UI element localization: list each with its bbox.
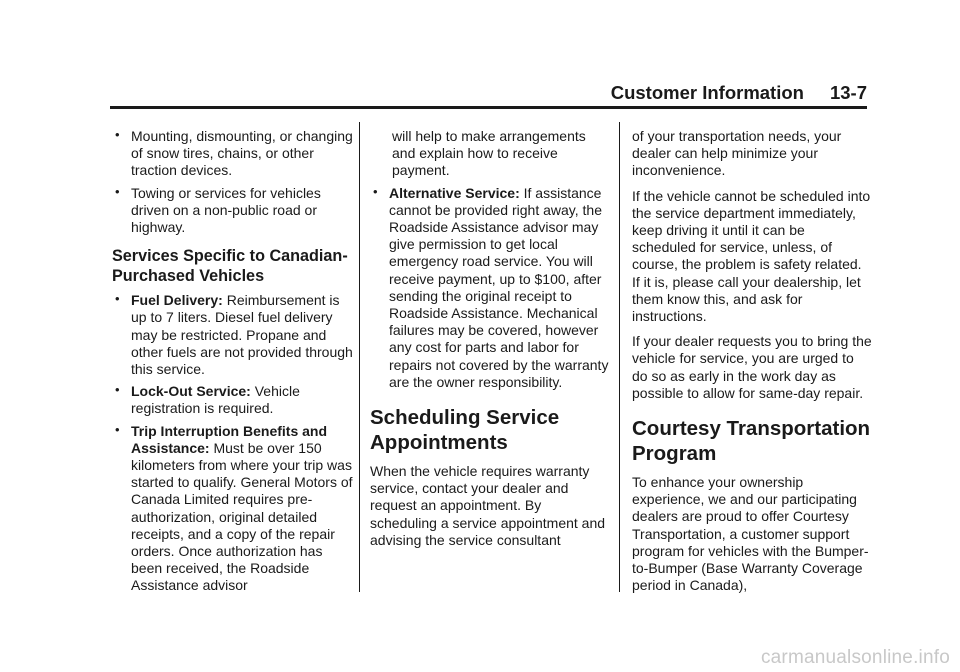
page-number: 13-7: [829, 82, 867, 103]
term-label: Alternative Service:: [389, 184, 520, 201]
section-heading: Services Specific to Canadian-Purchased Vehicles: [112, 247, 348, 286]
column-divider-2: [619, 122, 620, 592]
column-3: [632, 128, 872, 602]
term-text: Vehicle registration is required.: [131, 383, 300, 417]
column-2: [370, 128, 610, 557]
list-item: [112, 185, 354, 237]
bullet-icon: •: [115, 127, 120, 142]
paragraph: of your transportation needs, your dealer can help minimize your inconvenience.: [632, 128, 842, 179]
term-text: Reimbursement is up to 7 liters. Diesel fuel delivery may be restricted. Propane and other fuels are not provided through this service.: [131, 292, 353, 378]
paragraph: When the vehicle requires warranty service, contact your dealer and request an appointment. By scheduling a service appointment and advising the service consultant: [370, 463, 606, 548]
bullet-icon: •: [115, 291, 120, 307]
section-heading: Courtesy Transportation Program: [632, 417, 871, 466]
list-item-text: will help to make arrangements and explain how to receive payment.: [392, 128, 586, 179]
paragraph: To enhance your ownership experience, we and our participating dealers are proud to offer Courtesy Transportation, a customer support program for vehicles with the Bumper-to-Bumper (Base Warranty Coverage period in Canada),: [632, 474, 869, 594]
bullet-icon: •: [115, 421, 120, 437]
list-item: [112, 128, 354, 180]
list-item: [370, 185, 610, 391]
column-divider-1: [359, 122, 360, 592]
list-item: [112, 292, 354, 378]
watermark: carmanualsonline.info: [760, 647, 950, 668]
list-item: [112, 423, 354, 595]
term-label: Lock-Out Service:: [131, 383, 251, 400]
term-label: Trip Interruption Benefits and Assistance:: [131, 422, 328, 456]
term-label: Fuel Delivery:: [131, 292, 223, 309]
list-item-text: Towing or services for vehicles driven on a non-public road or highway.: [131, 184, 321, 236]
list-item-text: Mounting, dismounting, or changing of snow tires, chains, or other traction devices.: [131, 128, 353, 179]
paragraph: If your dealer requests you to bring the vehicle for service, you are urged to do so as early in the work day as possible to allow for same-day repair.: [632, 333, 872, 401]
bullet-icon: •: [373, 183, 378, 199]
list-item-continued: [370, 128, 610, 180]
paragraph: If the vehicle cannot be scheduled into the service department immediately, keep driving it until it can be scheduled for service, unless, of course, the problem is safety related. If it is, please call your dealership, let them know this, and ask for instructions.: [632, 187, 871, 325]
term-text: Must be over 150 kilometers from where your trip was started to qualify. General Motors of Canada Limited requires pre-authorization, original detailed receipts, and a copy of the repair orders. Once authorization has been received, the Roadside Assistance advisor: [131, 439, 353, 594]
term-text: If assistance cannot be provided right away, the Roadside Assistance advisor may give permission to get local emergency road service. You will receive payment, up to $100, after sending the original receipt to Roadside Assistance. Mechanical failures may be covered, however any cost for parts and labor for repairs not covered by the warranty are the owner responsibility.: [389, 184, 609, 390]
page-header: [110, 80, 867, 109]
section-title: Customer Information: [610, 82, 804, 103]
bullet-icon: •: [115, 382, 120, 398]
section-heading: Scheduling Service Appointments: [370, 406, 560, 455]
list-item: [112, 383, 354, 417]
header-title: [611, 82, 867, 104]
bullet-icon: •: [115, 183, 120, 199]
column-1: [112, 128, 354, 600]
